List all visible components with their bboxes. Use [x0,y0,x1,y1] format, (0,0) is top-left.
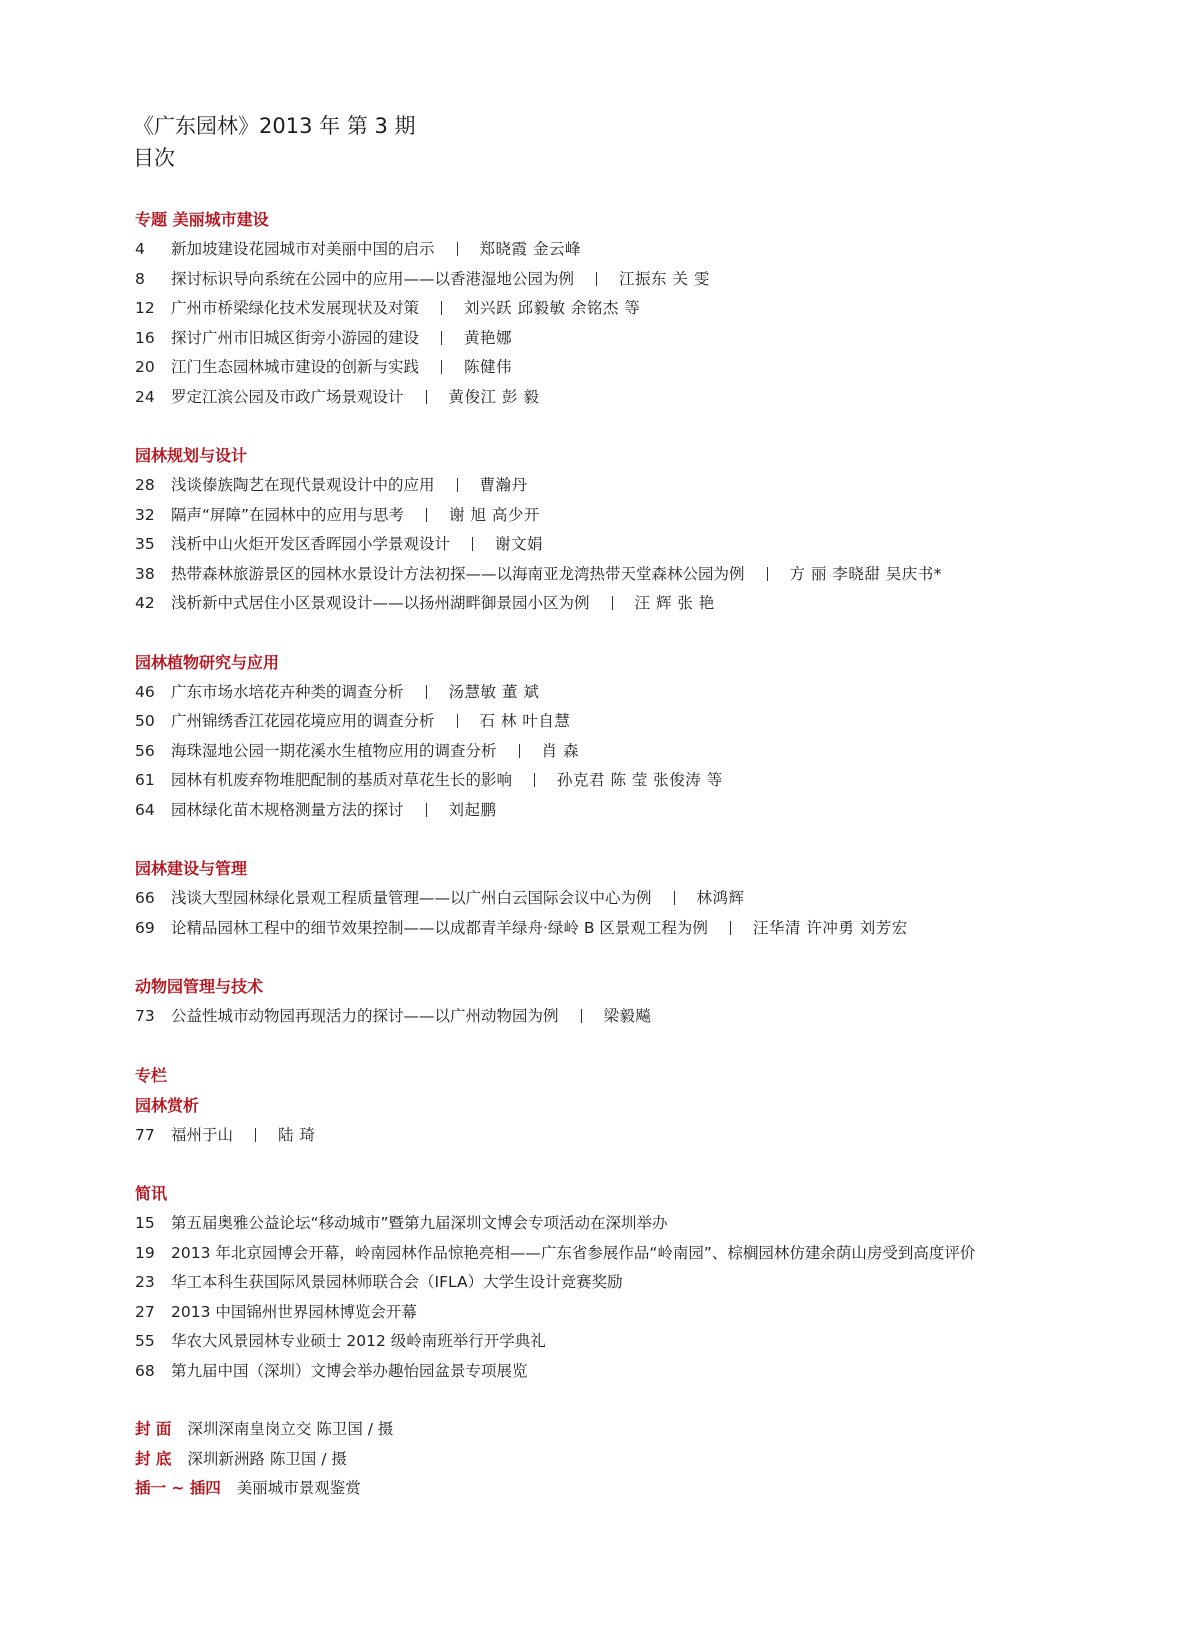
separator [745,560,790,590]
brief-entry[interactable] [135,1239,1175,1269]
entry-title: 江门生态园林城市建设的创新与实践 [171,358,420,376]
entry-title: 园林绿化苗木规格测量方法的探讨 [171,800,404,819]
entry-page: 16 [135,328,155,347]
entry-page: 24 [135,387,155,406]
toc-section [135,648,1175,826]
entry-title: 浅析中山火炬开发区香晖园小学景观设计 [171,535,451,553]
separator [435,707,480,737]
section-title: 专栏 [135,1065,168,1085]
separator [450,530,495,560]
entry-authors: 汪 辉 张 艳 [634,594,715,612]
brief-entry[interactable] [135,1298,1175,1328]
entry-authors: 黄艳娜 [464,328,513,347]
subsection-title: 园林赏析 [135,1095,200,1115]
entry-title: 海珠湿地公园一期花溪水生植物应用的调查分析 [171,741,497,760]
toc-entry[interactable] [135,737,1175,767]
entry-title: 第九届中国（深圳）文博会举办趣怡园盆景专项展览 [171,1361,528,1380]
entry-authors: 刘兴跃 邱毅敏 余铭杰 等 [464,299,641,317]
cover-label: 插一 ~ 插四 [135,1479,221,1497]
cover-text: 深圳深南皇岗立交 陈卫国 / 摄 [187,1420,394,1438]
separator [404,678,449,708]
entry-page: 61 [135,771,155,789]
entry-page: 69 [135,918,155,937]
cover-label: 封 面 [135,1420,172,1438]
briefs-section [135,1179,1175,1386]
entry-authors: 黄俊江 彭 毅 [448,387,540,406]
separator [404,501,449,531]
separator [404,383,449,413]
entry-authors: 肖 森 [541,741,579,760]
toc-entry[interactable] [135,678,1175,708]
entry-page: 73 [135,1007,155,1025]
toc-section [135,854,1175,943]
toc-entry[interactable] [135,796,1175,826]
cover-label: 封 底 [135,1449,172,1468]
entry-title: 浅析新中式居住小区景观设计——以扬州湖畔御景园小区为例 [171,594,590,612]
entry-title: 2013 中国锦州世界园林博览会开幕 [171,1302,417,1321]
separator [419,324,464,354]
entry-title: 华工本科生获国际风景园林师联合会（IFLA）大学生设计竞赛奖励 [171,1273,623,1291]
column-section [135,1061,1175,1151]
page-header [133,110,416,174]
entry-authors: 谢 旭 高少开 [449,505,540,524]
entry-authors: 汤慧敏 董 斌 [448,682,540,701]
separator [497,737,542,767]
toc-entry[interactable] [135,707,1175,737]
entry-title: 论精品园林工程中的细节效果控制——以成都青羊绿舟·绿岭 B 区景观工程为例 [171,918,708,937]
entry-title: 公益性城市动物园再现活力的探讨——以广州动物园为例 [171,1007,559,1025]
separator [559,1002,604,1032]
entry-page: 27 [135,1302,155,1321]
brief-entry[interactable] [135,1209,1175,1239]
entry-title: 2013 年北京园博会开幕，岭南园林作品惊艳亮相——广东省参展作品“岭南园”、棕榈园林仿建余荫山房受到高度评价 [171,1243,976,1262]
separator [512,766,557,796]
entry-title: 园林有机废弃物堆肥配制的基质对草花生长的影响 [171,771,513,789]
section-title: 动物园管理与技术 [135,977,264,996]
separator [590,589,635,619]
entry-page: 4 [135,240,145,258]
entry-title: 浅谈傣族陶艺在现代景观设计中的应用 [171,476,435,494]
entry-title: 广州市桥梁绿化技术发展现状及对策 [171,299,420,317]
separator [419,294,464,324]
entry-page: 68 [135,1361,155,1380]
toc-section [135,441,1175,619]
toc-entry[interactable] [135,265,1175,295]
entry-title: 福州于山 [171,1125,234,1144]
entry-authors: 郑晓霞 金云峰 [479,240,581,258]
entry-title: 浅谈大型园林绿化景观工程质量管理——以广州白云国际会议中心为例 [171,889,652,907]
entry-authors: 曹瀚丹 [479,476,528,494]
entry-title: 罗定江滨公园及市政广场景观设计 [171,387,404,406]
brief-entry[interactable] [135,1357,1175,1387]
toc-entry[interactable] [135,501,1175,531]
section-title: 园林植物研究与应用 [135,652,280,672]
entry-title: 华农大风景园林专业硕士 2012 级岭南班举行开学典礼 [171,1332,546,1350]
entry-page: 66 [135,889,155,907]
entry-page: 77 [135,1125,155,1144]
entry-title: 探讨标识导向系统在公园中的应用——以香港湿地公园为例 [171,269,575,288]
entry-authors: 孙克君 陈 莹 张俊涛 等 [557,771,723,789]
entry-title: 第五届奥雅公益论坛“移动城市”暨第九届深圳文博会专项活动在深圳举办 [171,1214,668,1232]
entry-authors: 梁毅飚 [603,1007,652,1025]
entry-page: 38 [135,564,155,583]
entry-authors: 刘起鹏 [448,800,497,819]
toc-entry[interactable] [135,884,1175,914]
cover-text: 美丽城市景观鉴赏 [236,1479,361,1497]
section-title: 园林建设与管理 [135,859,248,878]
toc-section [135,205,1175,412]
toc-entry[interactable] [135,560,1175,590]
section-title: 简讯 [135,1184,168,1203]
entry-authors: 陆 琦 [278,1125,316,1144]
entry-page: 8 [135,269,145,288]
cover-row [135,1445,1175,1475]
toc-content [135,205,1175,1504]
entry-page: 64 [135,800,155,819]
separator [652,884,697,914]
entry-page: 32 [135,505,155,524]
toc-section [135,972,1175,1032]
toc-entry[interactable] [135,1121,1175,1151]
separator [708,914,753,944]
journal-issue-title: 《广东园林》2013 年 第 3 期 [133,114,416,138]
toc-entry[interactable] [135,589,1175,619]
entry-page: 20 [135,358,155,376]
toc-entry[interactable] [135,471,1175,501]
cover-credits [135,1415,1175,1504]
entry-authors: 陈健伟 [464,358,513,376]
entry-page: 50 [135,712,155,730]
entry-title: 隔声“屏障”在园林中的应用与思考 [171,505,405,524]
cover-row [135,1474,1175,1504]
entry-title: 广州锦绣香江花园花境应用的调查分析 [171,712,435,730]
toc-entry[interactable] [135,235,1175,265]
separator [419,353,464,383]
entry-page: 23 [135,1273,155,1291]
entry-page: 15 [135,1214,155,1232]
brief-entry[interactable] [135,1268,1175,1298]
section-title: 园林规划与设计 [135,446,248,465]
entry-title: 探讨广州市旧城区街旁小游园的建设 [171,328,420,347]
entry-page: 42 [135,594,155,612]
entry-page: 12 [135,299,155,317]
separator [233,1121,278,1151]
entry-page: 46 [135,682,155,701]
separator [435,235,480,265]
entry-page: 56 [135,741,155,760]
toc-entry[interactable] [135,1002,1175,1032]
entry-title: 热带森林旅游景区的园林水景设计方法初探——以海南亚龙湾热带天堂森林公园为例 [171,564,745,583]
entry-page: 35 [135,535,155,553]
separator [404,796,449,826]
toc-entry[interactable] [135,294,1175,324]
toc-entry[interactable] [135,383,1175,413]
toc-entry[interactable] [135,914,1175,944]
entry-title: 新加坡建设花园城市对美丽中国的启示 [171,240,435,258]
cover-text: 深圳新洲路 陈卫国 / 摄 [187,1449,347,1468]
toc-heading: 目次 [133,146,175,170]
entry-page: 19 [135,1243,155,1262]
cover-row [135,1415,1175,1445]
entry-page: 28 [135,476,155,494]
section-title: 专题 美丽城市建设 [135,210,269,229]
brief-entry[interactable] [135,1327,1175,1357]
toc-entry[interactable] [135,766,1175,796]
entry-title: 广东市场水培花卉种类的调查分析 [171,682,404,701]
entry-authors: 谢文娟 [495,535,544,553]
entry-page: 55 [135,1332,155,1350]
entry-authors: 方 丽 李晓甜 吴庆书* [789,564,943,583]
toc-entry[interactable] [135,353,1175,383]
separator [574,265,619,295]
entry-authors: 江振东 关 雯 [619,269,710,288]
toc-entry[interactable] [135,324,1175,354]
entry-authors: 石 林 叶自慧 [479,712,571,730]
entry-authors: 林鸿辉 [696,889,745,907]
toc-entry[interactable] [135,530,1175,560]
entry-authors: 汪华清 许冲勇 刘芳宏 [752,918,908,937]
separator [435,471,480,501]
